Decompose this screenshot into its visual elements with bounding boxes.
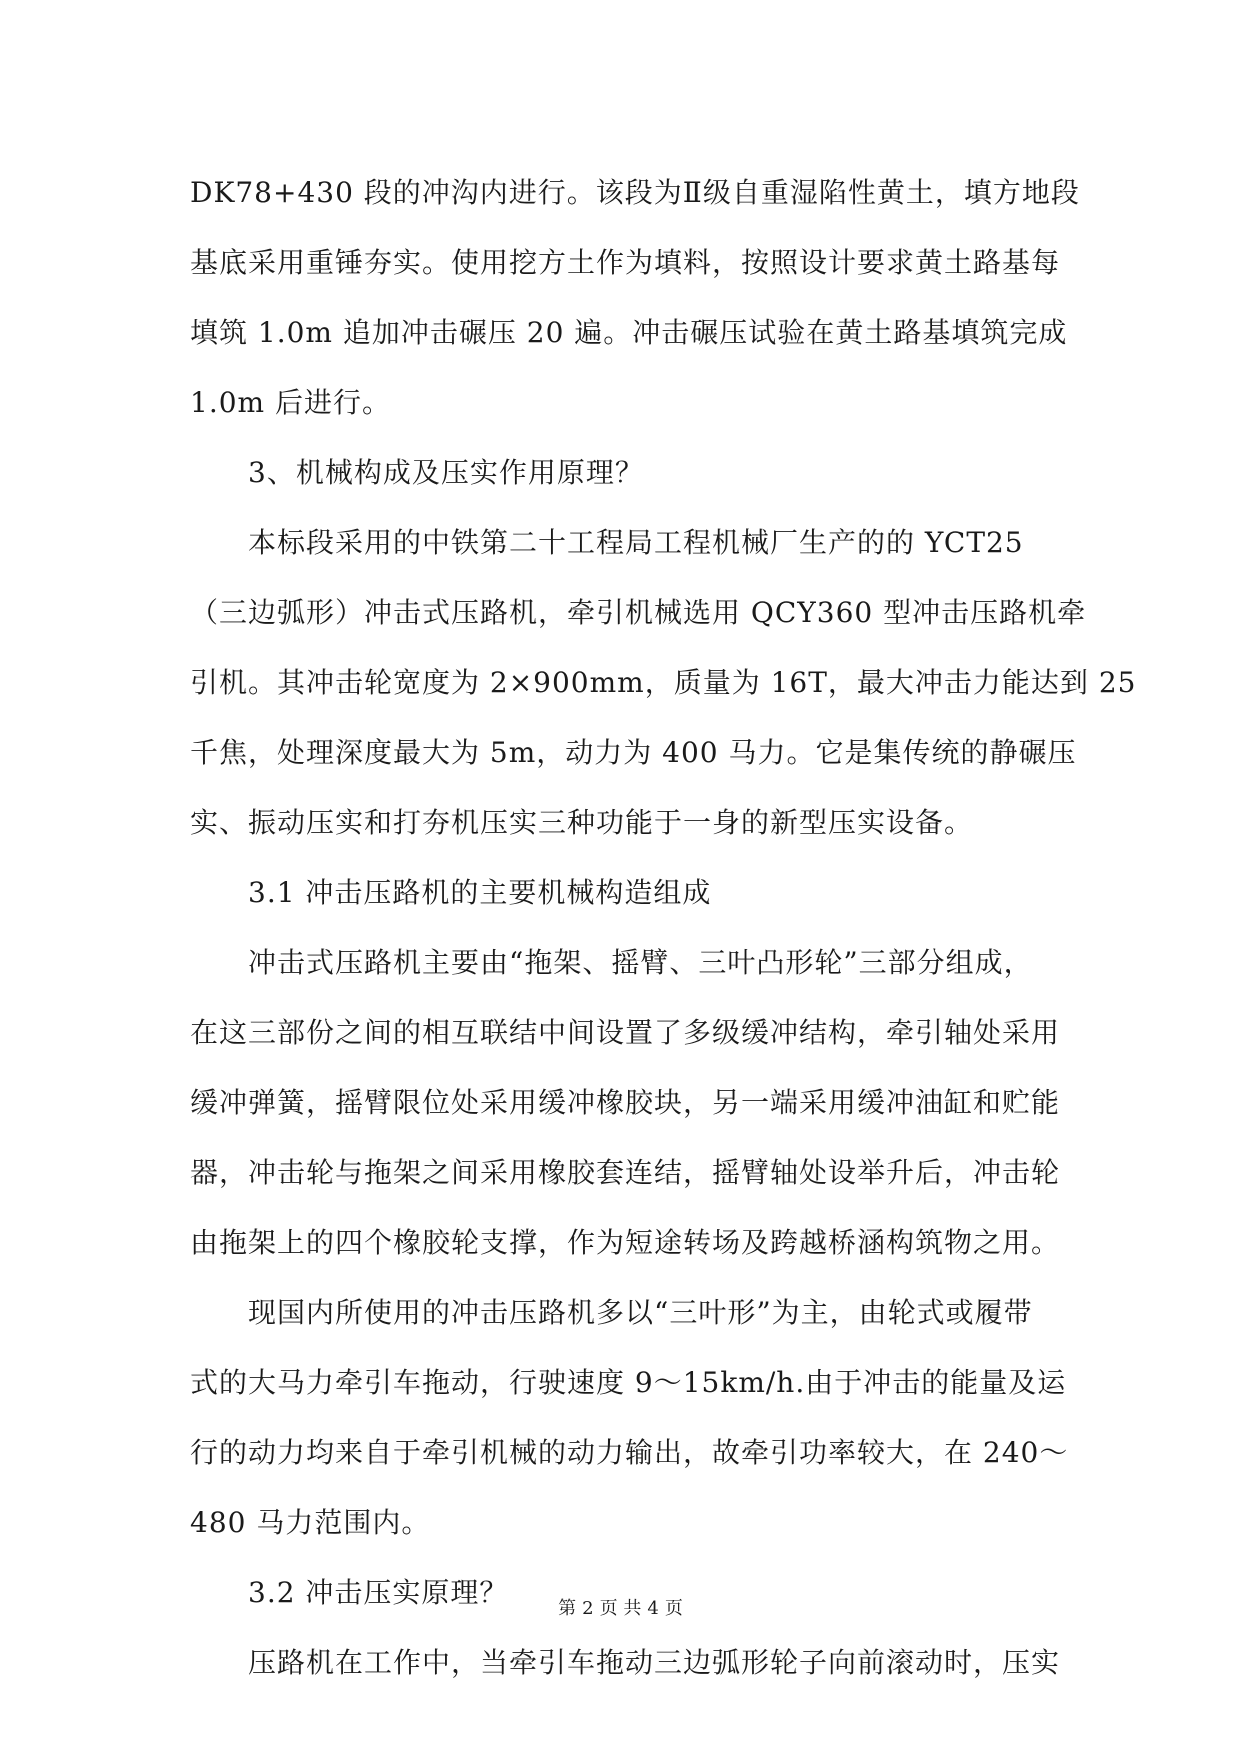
text-line: 式的大马力牵引车拖动，行驶速度 9～15km/h.由于冲击的能量及运: [190, 1366, 1067, 1399]
text-line: 480 马力范围内。: [190, 1506, 431, 1539]
text-line: 本标段采用的中铁第二十工程局工程机械厂生产的的 YCT25: [248, 526, 1024, 559]
page-footer: [0, 1594, 1241, 1620]
text-line: 实、振动压实和打夯机压实三种功能于一身的新型压实设备。: [190, 806, 974, 839]
paragraph: [190, 858, 1050, 928]
paragraph: [190, 508, 1050, 578]
paragraph: [190, 158, 1080, 438]
text-line: 在这三部份之间的相互联结中间设置了多级缓冲结构，牵引轴处采用: [190, 1016, 1061, 1049]
text-line: 3.1 冲击压路机的主要机械构造组成: [248, 876, 712, 909]
text-line: 由拖架上的四个橡胶轮支撑，作为短途转场及跨越桥涵构筑物之用。: [190, 1226, 1061, 1259]
text-line: 引机。其冲击轮宽度为 2×900mm，质量为 16T，最大冲击力能达到 25: [190, 666, 1137, 699]
text-line: 缓冲弹簧，摇臂限位处采用缓冲橡胶块，另一端采用缓冲油缸和贮能: [190, 1086, 1061, 1119]
paragraph: [190, 578, 1137, 858]
paragraph: [190, 928, 1050, 998]
footer-prefix: 第: [558, 1598, 577, 1619]
text-line: 填筑 1.0m 追加冲击碾压 20 遍。冲击碾压试验在黄土路基填筑完成: [190, 316, 1068, 349]
paragraph: [190, 1278, 1050, 1348]
footer-middle: 页 共: [599, 1598, 642, 1619]
text-line: 千焦，处理深度最大为 5m，动力为 400 马力。它是集传统的静碾压: [190, 736, 1077, 769]
footer-current-page: 2: [582, 1598, 594, 1619]
text-line: 1.0m 后进行。: [190, 386, 391, 419]
footer-suffix: 页: [664, 1598, 683, 1619]
text-line: （三边弧形）冲击式压路机，牵引机械选用 QCY360 型冲击压路机牵: [190, 596, 1087, 629]
paragraph: [190, 1628, 1061, 1698]
text-line: 行的动力均来自于牵引机械的动力输出，故牵引功率较大，在 240～: [190, 1436, 1069, 1469]
paragraph: [190, 998, 1061, 1278]
paragraph: [190, 438, 1050, 508]
footer-total-pages: 4: [647, 1598, 659, 1619]
text-line: 3.2 冲击压实原理？: [248, 1576, 509, 1609]
text-line: DK78+430 段的冲沟内进行。该段为Ⅱ级自重湿陷性黄土，填方地段: [190, 176, 1080, 209]
text-line: 器，冲击轮与拖架之间采用橡胶套连结，摇臂轴处设举升后，冲击轮: [190, 1156, 1061, 1189]
text-line: 冲击式压路机主要由“拖架、摇臂、三叶凸形轮”三部分组成，: [248, 946, 1033, 979]
document-body: [190, 158, 1137, 1698]
text-line: 3、机械构成及压实作用原理？: [248, 456, 644, 489]
paragraph: [190, 1348, 1069, 1558]
text-line: 基底采用重锤夯实。使用挖方土作为填料，按照设计要求黄土路基每: [190, 246, 1061, 279]
text-line: 压路机在工作中，当牵引车拖动三边弧形轮子向前滚动时，压实: [248, 1646, 1061, 1679]
text-line: 现国内所使用的冲击压路机多以“三叶形”为主，由轮式或履带: [248, 1296, 1033, 1329]
